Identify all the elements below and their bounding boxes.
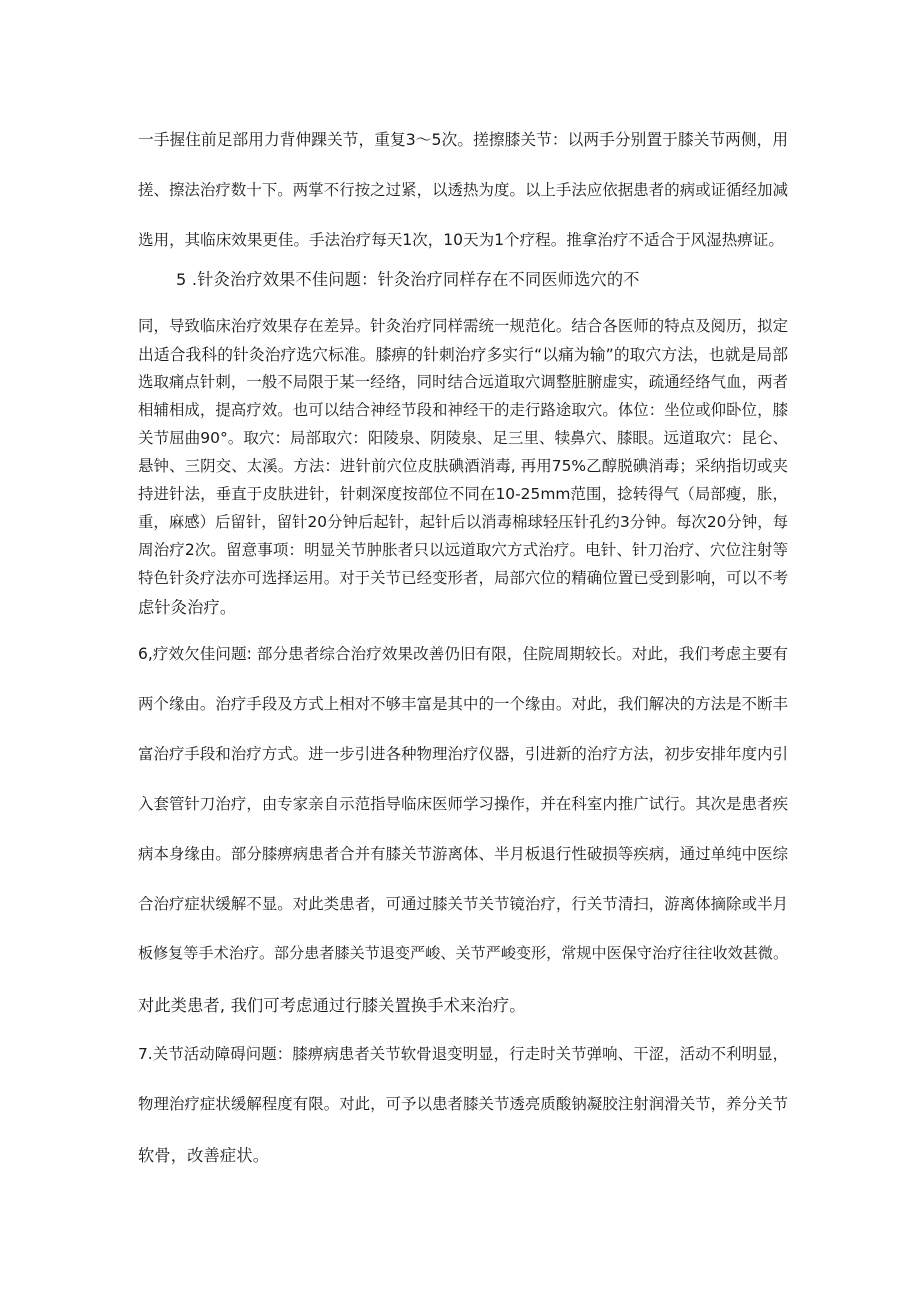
text-line-23: 对此类患者, 我们可考虑通过行膝关置换手术来治疗。 [138,996,526,1015]
text-line-20: 病本身缘由。部分膝痹病患者合并有膝关节游离体、半月板退行性破损等疾病，通过单纯中医综 [138,845,788,863]
section-5-heading: 5 .针灸治疗效果不佳问题：针灸治疗同样存在不同医师选穴的不 [176,270,640,289]
text-line-9: 关节屈曲90°。取穴：局部取穴：阳陵泉、阴陵泉、足三里、犊鼻穴、膝眼。远道取穴：昆仑、 [138,429,788,447]
text-line-5: 同，导致临床治疗效果存在差异。针灸治疗同样需统一规范化。结合各医师的特点及阅历，拟定 [138,317,788,335]
text-line-12: 重，麻感）后留针，留针20分钟后起针，起针后以消毒棉球轻压针孔约3分钟。每次20分钟，每 [138,513,788,531]
text-line-3: 选用，其临床效果更佳。手法治疗每天1次，10天为1个疗程。推拿治疗不适合于风湿热痹证。 [138,231,784,249]
text-line-7: 选取痛点针刺，一般不局限于某一经络，同时结合远道取穴调整脏腑虚实，疏通经络气血，两者 [138,373,788,391]
text-line-22: 板修复等手术治疗。部分患者膝关节退变严峻、关节严峻变形，常规中医保守治疗往往收效甚微。 [138,944,788,962]
text-line-26: 软骨，改善症状。 [138,1146,270,1165]
text-line-25: 物理治疗症状缓解程度有限。对此，可予以患者膝关节透亮质酸钠凝胶注射润滑关节，养分关节 [138,1095,788,1113]
text-line-6: 出适合我科的针灸治疗选穴标准。膝痹的针刺治疗多实行“以痛为输”的取穴方法，也就是局部 [138,345,788,364]
text-line-15: 虑针灸治疗。 [138,598,237,617]
text-line-18: 富治疗手段和治疗方式。进一步引进各种物理治疗仪器，引进新的治疗方法，初步安排年度内引 [138,745,788,763]
text-line-11: 持进针法，垂直于皮肤进针，针刺深度按部位不同在10-25mm范围，捻转得气（局部瘦，胀， [138,485,788,503]
section-6-first-line: 6,疗效欠佳问题: 部分患者综合治疗效果改善仍旧有限，住院周期较长。对此，我们考虑主要有 [138,645,788,663]
text-line-8: 相辅相成，提高疗效。也可以结合神经节段和神经干的走行路途取穴。体位：坐位或仰卧位，膝 [138,401,788,419]
section-7-first-line: 7.关节活动障碍问题：膝痹病患者关节软骨退变明显，行走时关节弹响、干涩，活动不利明显， [138,1045,788,1063]
text-line-14: 特色针灸疗法亦可选择运用。对于关节已经变形者，局部穴位的精确位置已受到影响，可以不考 [138,569,788,587]
text-line-17: 两个缘由。治疗手段及方式上相对不够丰富是其中的一个缘由。对此，我们解决的方法是不断丰 [138,695,788,713]
text-line-10: 悬钟、三阴交、太溪。方法：进针前穴位皮肤碘酒消毒, 再用75%乙醇脱碘消毒；采纳指切或夹 [138,457,788,475]
text-line-19: 入套管针刀治疗，由专家亲自示范指导临床医师学习操作，并在科室内推广试行。其次是患者疾 [138,795,788,813]
text-line-1: 一手握住前足部用力背伸踝关节，重复3～5次。搓擦膝关节：以两手分别置于膝关节两侧，用 [138,130,788,149]
text-line-2: 搓、擦法治疗数十下。两掌不行按之过紧，以透热为度。以上手法应依据患者的病或证循经加减 [138,181,788,199]
text-line-21: 合治疗症状缓解不显。对此类患者，可通过膝关节关节镜治疗，行关节清扫，游离体摘除或半月 [138,895,788,913]
text-line-13: 周治疗2次。留意事项：明显关节肿胀者只以远道取穴方式治疗。电针、针刀治疗、穴位注射等 [138,541,788,559]
